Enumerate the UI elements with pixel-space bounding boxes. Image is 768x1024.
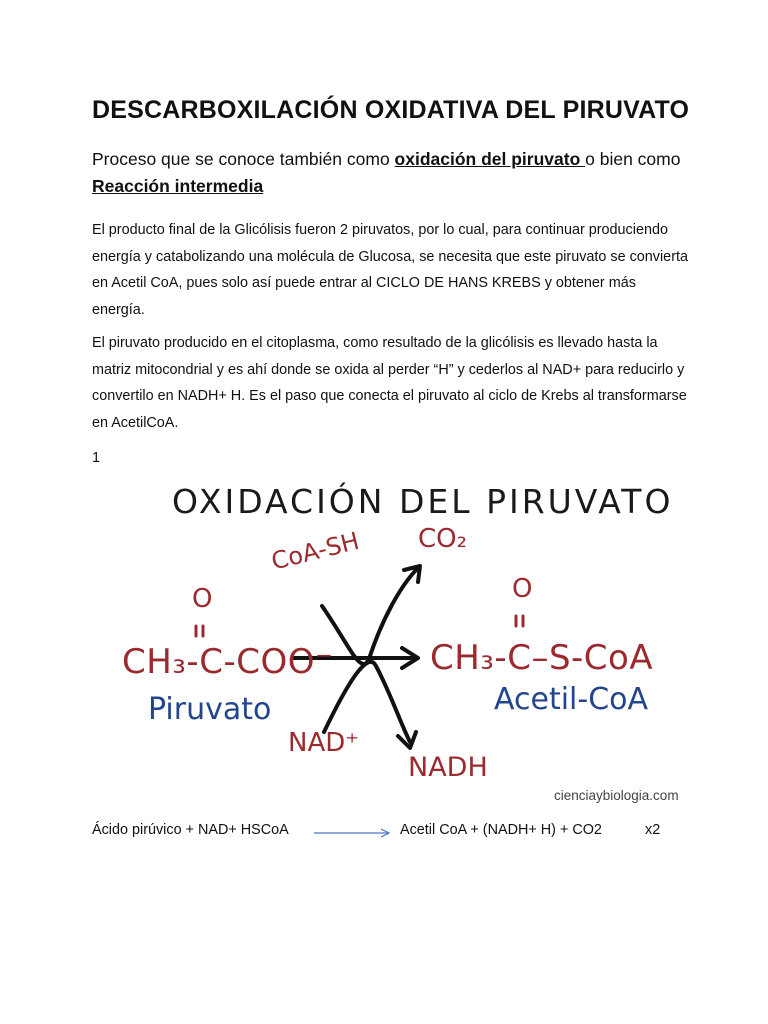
pyruvate-name-label: Piruvato [148, 692, 272, 727]
equation-arrow [314, 826, 392, 840]
coa-sh-label: CoA-SH [268, 526, 363, 576]
oxygen-left-label: O [192, 584, 213, 614]
acetyl-coa-name-label: Acetil-CoA [494, 682, 649, 717]
subtitle [92, 146, 692, 200]
subtitle-text-2: o bien como [585, 149, 681, 169]
acetyl-coa-formula: CH₃-C–S-CoA [430, 638, 654, 678]
pyruvate-oxidation-figure [100, 470, 700, 810]
source-watermark: cienciaybiologia.com [554, 788, 679, 803]
nadh-label: NADH [408, 752, 488, 783]
subtitle-text-1: Proceso que se conoce también como [92, 149, 395, 169]
nad-label: NAD⁺ [288, 728, 359, 758]
paragraph-2: El piruvato producido en el citoplasma, como resultado de la glicólisis es llevado hasta la matriz mitocondrial y es ahí donde se oxida al perder “H” y cederlos al NAD+ para reducirlo y convertilo en NADH+ H. Es el paso que conecta el piruvato al ciclo de Krebs al transformarse en AcetilCoA. [92, 335, 687, 431]
subtitle-term-reaccion: Reacción intermedia [92, 176, 264, 196]
summary-equation [92, 822, 692, 846]
figure-title: OXIDACIÓN DEL PIRUVATO [172, 482, 674, 521]
oxygen-right-label: O [512, 574, 533, 604]
equation-products: Acetil CoA + (NADH+ H) + CO2 [400, 822, 602, 838]
equation-reactants: Ácido pirúvico + NAD+ HSCoA [92, 822, 289, 838]
document-title: DESCARBOXILACIÓN OXIDATIVA DEL PIRUVATO [92, 96, 690, 124]
subtitle-term-oxidacion: oxidación del piruvato [394, 149, 586, 169]
paragraph-1: El producto final de la Glicólisis fueron 2 piruvatos, por lo cual, para continuar produciendo energía y catabolizando una molécula de Glucosa, se necesita que este piruvato se convierta en Acetil CoA, pues solo así puede entrar al CICLO DE HANS KREBS y obtener más energía. [92, 222, 688, 318]
pyruvate-formula: CH₃-C-COO⁻ [122, 642, 334, 682]
equation-multiplier: x2 [645, 822, 661, 838]
co2-label: CO₂ [418, 524, 468, 554]
figure-number: 1 [92, 450, 101, 466]
